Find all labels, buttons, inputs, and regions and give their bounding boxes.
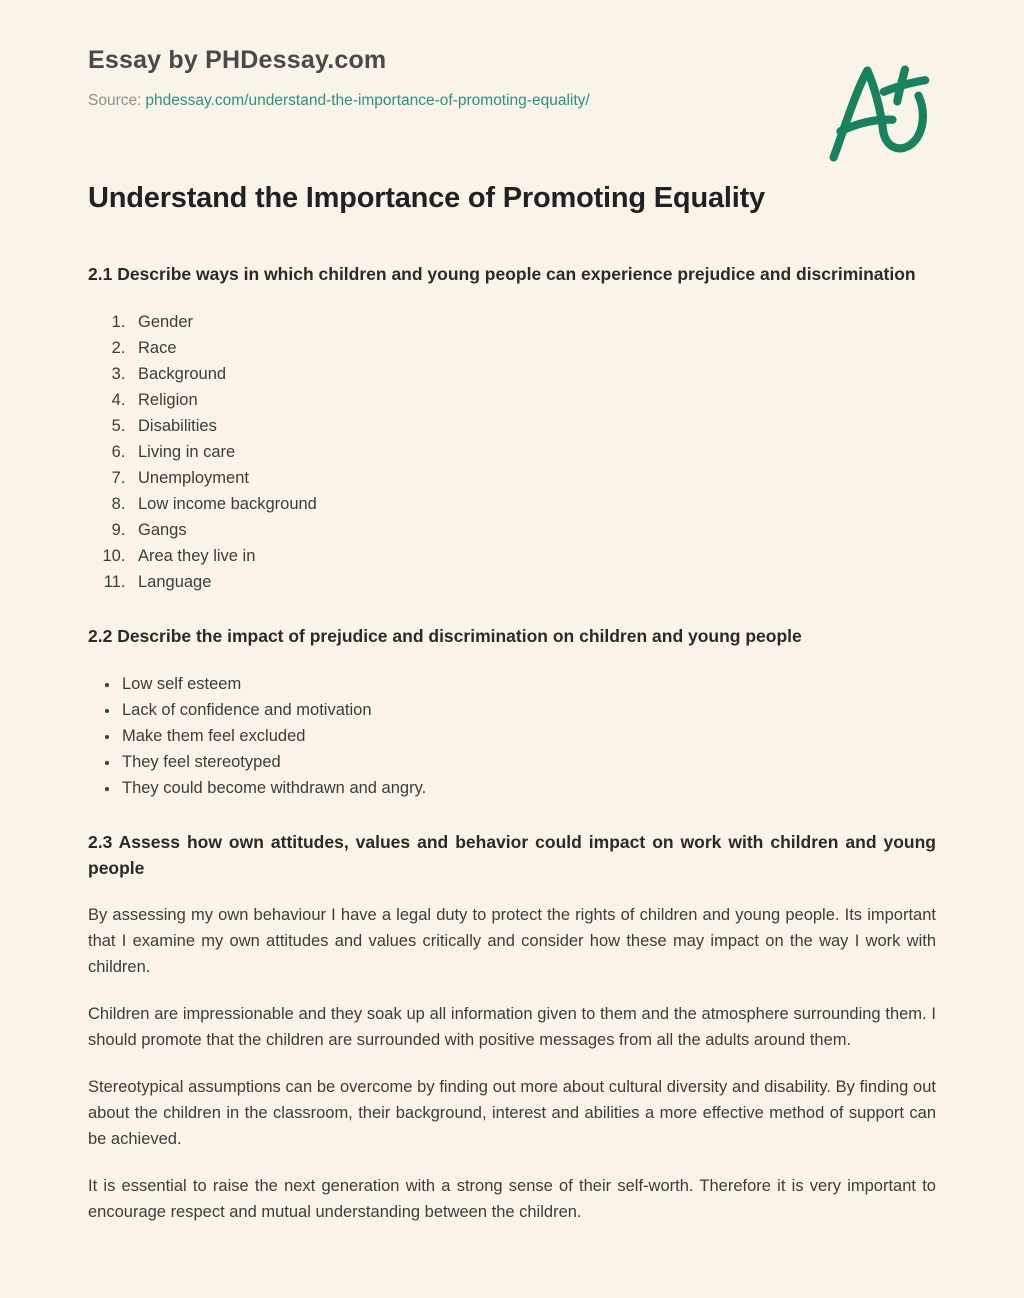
list-item: 8. Low income background [130, 491, 936, 517]
document-header [88, 0, 936, 110]
prejudice-ways-list [88, 309, 936, 595]
list-item: 11. Language [130, 569, 936, 595]
list-item: 3. Background [130, 361, 936, 387]
section-2-3-heading: 2.3 Assess how own attitudes, values and behavior could impact on work with children and young people [88, 832, 936, 878]
paragraph: Children are impressionable and they soak up all information given to them and the atmosphere surrounding them. I should promote that the children are surrounded with positive messages from all the adults around them. [88, 1005, 936, 1049]
list-item: 7. Unemployment [130, 465, 936, 491]
impact-list [88, 671, 936, 801]
paragraph: Stereotypical assumptions can be overcome by finding out more about cultural diversity and disability. By finding out about the children in the classroom, their background, interest and abilities a more effective method of support can be achieved. [88, 1078, 936, 1148]
list-item: 4. Religion [130, 387, 936, 413]
list-item: 5. Disabilities [130, 413, 936, 439]
section-2-1-heading: 2.1 Describe ways in which children and young people can experience prejudice and discrimination [88, 264, 916, 284]
list-item: 2. Race [130, 335, 936, 361]
paragraph: It is essential to raise the next generation with a strong sense of their self-worth. Therefore it is very important to encourage respect and mutual understanding between the children. [88, 1177, 936, 1221]
list-item: 10. Area they live in [130, 543, 936, 569]
list-item: 9. Gangs [130, 517, 936, 543]
paragraph: By assessing my own behaviour I have a legal duty to protect the rights of children and young people. Its important that I examine my own attitudes and values critically and consider how these may impact on the way I work with children. [88, 906, 936, 976]
list-item: • Low self esteem [120, 671, 936, 697]
list-item: 6. Living in care [130, 439, 936, 465]
list-item: • They could become withdrawn and angry. [120, 775, 936, 801]
source-line [88, 92, 936, 110]
page-title: Understand the Importance of Promoting Equality [88, 182, 765, 214]
source-label: Source: [88, 92, 142, 109]
site-title: Essay by PHDessay.com [88, 46, 387, 74]
source-link[interactable]: phdessay.com/understand-the-importance-of-promoting-equality/ [145, 92, 590, 109]
list-item: • They feel stereotyped [120, 749, 936, 775]
section-2-2-heading: 2.2 Describe the impact of prejudice and discrimination on children and young people [88, 626, 802, 646]
list-item: • Lack of confidence and motivation [120, 697, 936, 723]
list-item: • Make them feel excluded [120, 723, 936, 749]
a-plus-logo-icon [824, 58, 932, 168]
list-item: 1. Gender [130, 309, 936, 335]
